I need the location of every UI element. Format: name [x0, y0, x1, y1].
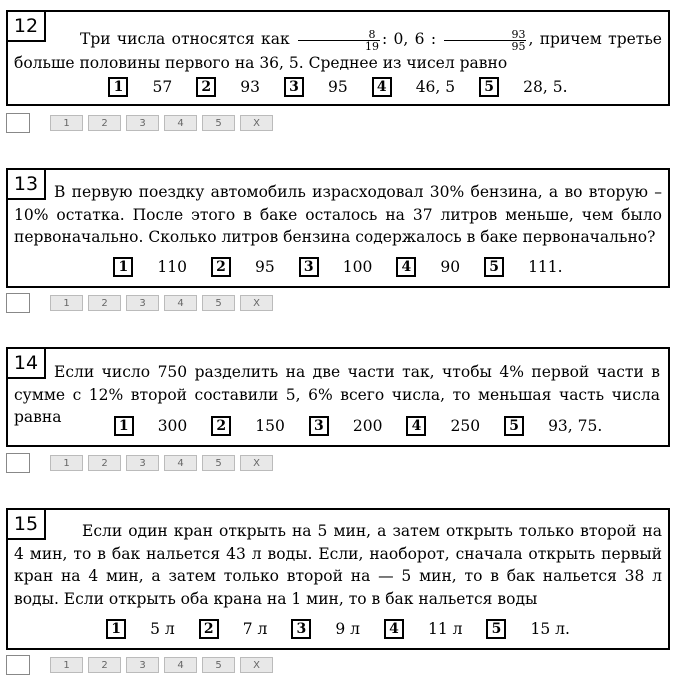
option-number: 1	[106, 619, 126, 639]
option-value: 250	[450, 417, 481, 435]
option	[309, 416, 383, 436]
answer-button-5[interactable]: 5	[202, 455, 235, 471]
answer-button-4[interactable]: 4	[164, 455, 197, 471]
option-number: 2	[196, 77, 216, 97]
clear-button[interactable]: X	[240, 295, 273, 311]
task-number: 15	[6, 508, 46, 540]
option-number: 4	[384, 619, 404, 639]
option	[284, 77, 348, 97]
option-value: 15 л.	[530, 620, 570, 638]
answer-input[interactable]	[6, 293, 30, 313]
answer-input[interactable]	[6, 113, 30, 133]
answer-button-2[interactable]: 2	[88, 115, 121, 131]
answer-button-3[interactable]: 3	[126, 115, 159, 131]
answer-button-1[interactable]: 1	[50, 657, 83, 673]
answer-button-3[interactable]: 3	[126, 455, 159, 471]
answer-row	[6, 113, 278, 133]
answer-button-2[interactable]: 2	[88, 455, 121, 471]
answer-button-2[interactable]: 2	[88, 295, 121, 311]
answer-input[interactable]	[6, 453, 30, 473]
option-number: 1	[108, 77, 128, 97]
option-value: 150	[255, 417, 285, 435]
option-value: 46, 5	[415, 78, 456, 96]
option-number: 3	[284, 77, 304, 97]
option	[396, 257, 460, 277]
option-number: 5	[484, 257, 504, 277]
task-text: В первую поездку автомобиль израсходовал 30% бензина, а во вторую – 10% остатка. После этого в баке осталось на 37 литров меньше, чем было первоначально. Сколько литров бензина содержалось в баке первоначально?	[14, 183, 662, 246]
option-value: 7 л	[242, 620, 268, 638]
option-value: 11 л	[427, 620, 463, 638]
option-value: 95	[255, 258, 275, 276]
task-number: 12	[6, 10, 46, 42]
answer-button-5[interactable]: 5	[202, 295, 235, 311]
answer-options	[8, 76, 668, 98]
answer-button-1[interactable]: 1	[50, 115, 83, 131]
option-number: 4	[372, 77, 392, 97]
option	[113, 257, 187, 277]
answer-button-1[interactable]: 1	[50, 295, 83, 311]
option-value: 93, 75.	[548, 417, 603, 435]
option-number: 1	[114, 416, 134, 436]
task-number: 13	[6, 168, 46, 200]
option-number: 3	[309, 416, 329, 436]
task-number: 14	[6, 347, 46, 379]
option	[211, 416, 285, 436]
answer-button-2[interactable]: 2	[88, 657, 121, 673]
option	[486, 619, 569, 639]
option-number: 2	[211, 416, 231, 436]
answer-button-5[interactable]: 5	[202, 657, 235, 673]
option	[504, 416, 602, 436]
option-number: 3	[291, 619, 311, 639]
clear-button[interactable]: X	[240, 115, 273, 131]
option-value: 90	[440, 258, 461, 276]
clear-button[interactable]: X	[240, 455, 273, 471]
answer-row	[6, 293, 278, 313]
option	[106, 619, 175, 639]
option	[299, 257, 373, 277]
option-value: 9 л	[335, 620, 360, 638]
option-number: 2	[211, 257, 231, 277]
answer-button-4[interactable]: 4	[164, 115, 197, 131]
task-12	[6, 10, 670, 106]
answer-button-5[interactable]: 5	[202, 115, 235, 131]
option-number: 4	[396, 257, 416, 277]
option	[114, 416, 188, 436]
option	[108, 77, 172, 97]
option	[211, 257, 275, 277]
option	[384, 619, 463, 639]
option-number: 5	[504, 416, 524, 436]
option-number: 4	[406, 416, 426, 436]
option-value: 95	[327, 78, 348, 96]
answer-options	[8, 618, 668, 640]
answer-options	[8, 256, 668, 278]
option	[291, 619, 360, 639]
task-text: Если один кран открыть на 5 мин, а затем открыть только второй на 4 мин, то в бак нальется 43 л воды. Если, наоборот, сначала открыть первый кран на 4 мин, а затем только второй на — 5 мин, то в бак нальется 38 л воды. Если открыть оба крана на 1 мин, то в бак нальется воды	[14, 522, 662, 608]
task-15	[6, 508, 670, 650]
answer-button-4[interactable]: 4	[164, 657, 197, 673]
option-value: 5 л	[150, 620, 175, 638]
answer-row	[6, 655, 278, 675]
option	[406, 416, 480, 436]
option-value: 111.	[528, 258, 563, 276]
fraction: $\frac{8}{19}$	[298, 29, 380, 52]
task-text-part: , причем третье больше половины первого на 36, 5. Среднее из чисел равно	[14, 30, 662, 72]
answer-input[interactable]	[6, 655, 30, 675]
option-number: 5	[486, 619, 506, 639]
answer-button-3[interactable]: 3	[126, 657, 159, 673]
answer-button-1[interactable]: 1	[50, 455, 83, 471]
answer-row	[6, 453, 278, 473]
fraction: $\frac{93}{95}$	[444, 29, 526, 52]
option	[196, 77, 260, 97]
task-text: Если число 750 разделить на две части так, чтобы 4% первой части в сумме с 12% второй составили 5, 6% всего числа, то меньшая часть числа равна	[14, 363, 660, 426]
task-13	[6, 168, 670, 288]
task-14	[6, 347, 670, 447]
option-number: 2	[199, 619, 219, 639]
option-value: 57	[152, 78, 173, 96]
option	[484, 257, 563, 277]
answer-options	[8, 415, 668, 437]
task-text	[14, 28, 662, 74]
answer-button-4[interactable]: 4	[164, 295, 197, 311]
option-value: 100	[342, 258, 373, 276]
option	[372, 77, 455, 97]
task-text-part: Три числа относятся как	[80, 30, 290, 48]
option-value: 93	[240, 78, 260, 96]
clear-button[interactable]: X	[240, 657, 273, 673]
task-text-part: : 0, 6 :	[381, 30, 437, 48]
option	[199, 619, 268, 639]
option-number: 3	[299, 257, 319, 277]
option-number: 5	[479, 77, 499, 97]
answer-button-3[interactable]: 3	[126, 295, 159, 311]
option-value: 300	[157, 417, 188, 435]
option	[479, 77, 567, 97]
option-value: 28, 5.	[523, 78, 568, 96]
option-value: 110	[157, 258, 187, 276]
option-value: 200	[352, 417, 383, 435]
option-number: 1	[113, 257, 133, 277]
